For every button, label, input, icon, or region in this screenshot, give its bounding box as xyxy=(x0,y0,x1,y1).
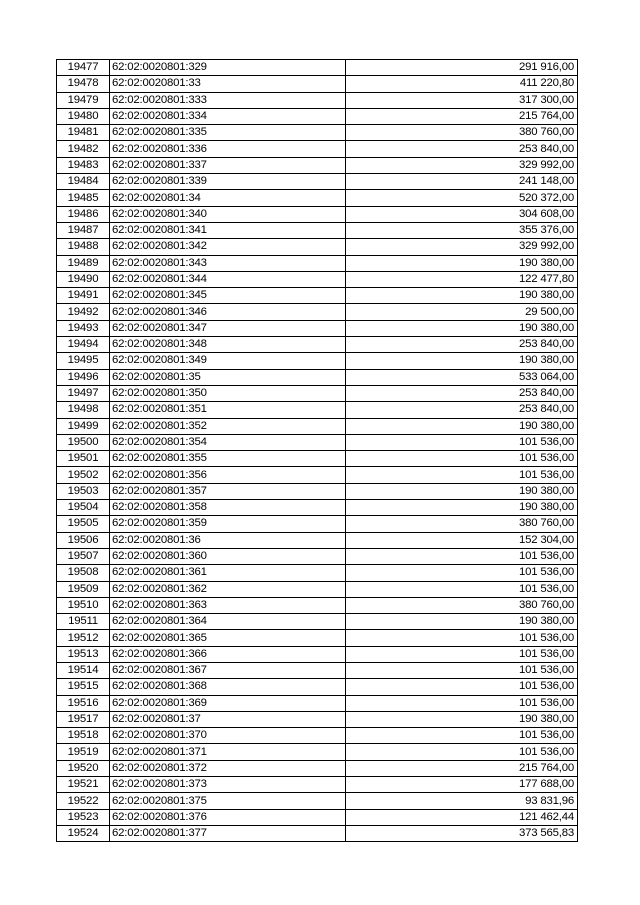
cadastral-value-cell: 93 831,96 xyxy=(346,793,578,809)
cadastral-value-cell: 190 380,00 xyxy=(346,418,578,434)
cadastral-number-cell: 62:02:0020801:375 xyxy=(110,793,346,809)
row-number-cell: 19519 xyxy=(57,744,110,760)
cadastral-value-cell: 411 220,80 xyxy=(346,76,578,92)
row-number-cell: 19513 xyxy=(57,646,110,662)
row-number-cell: 19479 xyxy=(57,92,110,108)
cadastral-value-cell: 215 764,00 xyxy=(346,108,578,124)
cadastral-value-cell: 122 477,80 xyxy=(346,271,578,287)
cadastral-value-cell: 190 380,00 xyxy=(346,255,578,271)
row-number-cell: 19482 xyxy=(57,141,110,157)
cadastral-value-cell: 253 840,00 xyxy=(346,141,578,157)
cadastral-number-cell: 62:02:0020801:351 xyxy=(110,402,346,418)
cadastral-number-cell: 62:02:0020801:366 xyxy=(110,646,346,662)
table-row xyxy=(57,402,578,418)
cadastral-value-table xyxy=(56,59,578,842)
table-row xyxy=(57,60,578,76)
row-number-cell: 19503 xyxy=(57,483,110,499)
table-row xyxy=(57,239,578,255)
cadastral-value-cell: 329 992,00 xyxy=(346,239,578,255)
table-row xyxy=(57,451,578,467)
cadastral-number-cell: 62:02:0020801:361 xyxy=(110,565,346,581)
cadastral-number-cell: 62:02:0020801:346 xyxy=(110,304,346,320)
table-row xyxy=(57,337,578,353)
table-row xyxy=(57,483,578,499)
row-number-cell: 19489 xyxy=(57,255,110,271)
row-number-cell: 19510 xyxy=(57,597,110,613)
row-number-cell: 19502 xyxy=(57,467,110,483)
cadastral-value-cell: 101 536,00 xyxy=(346,581,578,597)
table-row xyxy=(57,190,578,206)
cadastral-number-cell: 62:02:0020801:335 xyxy=(110,125,346,141)
table-row xyxy=(57,646,578,662)
row-number-cell: 19511 xyxy=(57,614,110,630)
row-number-cell: 19490 xyxy=(57,271,110,287)
cadastral-value-cell: 101 536,00 xyxy=(346,728,578,744)
cadastral-value-cell: 241 148,00 xyxy=(346,174,578,190)
cadastral-value-cell: 101 536,00 xyxy=(346,467,578,483)
cadastral-number-cell: 62:02:0020801:372 xyxy=(110,760,346,776)
cadastral-value-cell: 101 536,00 xyxy=(346,646,578,662)
cadastral-value-cell: 253 840,00 xyxy=(346,385,578,401)
cadastral-value-cell: 253 840,00 xyxy=(346,337,578,353)
cadastral-number-cell: 62:02:0020801:334 xyxy=(110,108,346,124)
cadastral-value-cell: 190 380,00 xyxy=(346,320,578,336)
row-number-cell: 19491 xyxy=(57,288,110,304)
cadastral-number-cell: 62:02:0020801:348 xyxy=(110,337,346,353)
row-number-cell: 19516 xyxy=(57,695,110,711)
row-number-cell: 19518 xyxy=(57,728,110,744)
row-number-cell: 19487 xyxy=(57,222,110,238)
row-number-cell: 19486 xyxy=(57,206,110,222)
row-number-cell: 19483 xyxy=(57,157,110,173)
table-row xyxy=(57,581,578,597)
row-number-cell: 19523 xyxy=(57,809,110,825)
row-number-cell: 19501 xyxy=(57,451,110,467)
row-number-cell: 19492 xyxy=(57,304,110,320)
row-number-cell: 19515 xyxy=(57,679,110,695)
table-row xyxy=(57,760,578,776)
cadastral-number-cell: 62:02:0020801:349 xyxy=(110,353,346,369)
cadastral-number-cell: 62:02:0020801:367 xyxy=(110,662,346,678)
cadastral-number-cell: 62:02:0020801:355 xyxy=(110,451,346,467)
table-row xyxy=(57,679,578,695)
cadastral-number-cell: 62:02:0020801:363 xyxy=(110,597,346,613)
table-row xyxy=(57,206,578,222)
cadastral-value-cell: 190 380,00 xyxy=(346,288,578,304)
cadastral-value-cell: 190 380,00 xyxy=(346,483,578,499)
row-number-cell: 19485 xyxy=(57,190,110,206)
cadastral-value-cell: 101 536,00 xyxy=(346,451,578,467)
row-number-cell: 19494 xyxy=(57,337,110,353)
cadastral-value-cell: 190 380,00 xyxy=(346,500,578,516)
table-row xyxy=(57,500,578,516)
table-row xyxy=(57,304,578,320)
table-row xyxy=(57,793,578,809)
cadastral-number-cell: 62:02:0020801:341 xyxy=(110,222,346,238)
cadastral-number-cell: 62:02:0020801:373 xyxy=(110,777,346,793)
cadastral-number-cell: 62:02:0020801:356 xyxy=(110,467,346,483)
table-row xyxy=(57,548,578,564)
cadastral-value-cell: 101 536,00 xyxy=(346,662,578,678)
row-number-cell: 19488 xyxy=(57,239,110,255)
cadastral-number-cell: 62:02:0020801:360 xyxy=(110,548,346,564)
cadastral-value-cell: 215 764,00 xyxy=(346,760,578,776)
cadastral-value-cell: 190 380,00 xyxy=(346,711,578,727)
table-row xyxy=(57,157,578,173)
cadastral-number-cell: 62:02:0020801:359 xyxy=(110,516,346,532)
cadastral-number-cell: 62:02:0020801:347 xyxy=(110,320,346,336)
row-number-cell: 19480 xyxy=(57,108,110,124)
table-row xyxy=(57,76,578,92)
cadastral-value-cell: 380 760,00 xyxy=(346,125,578,141)
cadastral-value-cell: 101 536,00 xyxy=(346,695,578,711)
table-row xyxy=(57,320,578,336)
table-row xyxy=(57,174,578,190)
row-number-cell: 19500 xyxy=(57,434,110,450)
row-number-cell: 19499 xyxy=(57,418,110,434)
cadastral-number-cell: 62:02:0020801:344 xyxy=(110,271,346,287)
table-row xyxy=(57,777,578,793)
cadastral-value-cell: 29 500,00 xyxy=(346,304,578,320)
row-number-cell: 19507 xyxy=(57,548,110,564)
row-number-cell: 19506 xyxy=(57,532,110,548)
cadastral-number-cell: 62:02:0020801:342 xyxy=(110,239,346,255)
table-row xyxy=(57,695,578,711)
cadastral-number-cell: 62:02:0020801:352 xyxy=(110,418,346,434)
table-row xyxy=(57,744,578,760)
table-row xyxy=(57,418,578,434)
cadastral-value-cell: 304 608,00 xyxy=(346,206,578,222)
cadastral-number-cell: 62:02:0020801:343 xyxy=(110,255,346,271)
cadastral-value-cell: 533 064,00 xyxy=(346,369,578,385)
row-number-cell: 19478 xyxy=(57,76,110,92)
cadastral-value-cell: 317 300,00 xyxy=(346,92,578,108)
row-number-cell: 19493 xyxy=(57,320,110,336)
cadastral-value-cell: 121 462,44 xyxy=(346,809,578,825)
row-number-cell: 19484 xyxy=(57,174,110,190)
cadastral-number-cell: 62:02:0020801:354 xyxy=(110,434,346,450)
table-row xyxy=(57,711,578,727)
table-row xyxy=(57,92,578,108)
cadastral-value-cell: 101 536,00 xyxy=(346,565,578,581)
cadastral-value-cell: 152 304,00 xyxy=(346,532,578,548)
row-number-cell: 19495 xyxy=(57,353,110,369)
table-row xyxy=(57,108,578,124)
cadastral-number-cell: 62:02:0020801:377 xyxy=(110,825,346,841)
row-number-cell: 19504 xyxy=(57,500,110,516)
cadastral-value-cell: 101 536,00 xyxy=(346,548,578,564)
table-row xyxy=(57,662,578,678)
table-row xyxy=(57,288,578,304)
cadastral-value-cell: 520 372,00 xyxy=(346,190,578,206)
cadastral-value-cell: 101 536,00 xyxy=(346,630,578,646)
row-number-cell: 19477 xyxy=(57,60,110,76)
row-number-cell: 19517 xyxy=(57,711,110,727)
table-row xyxy=(57,467,578,483)
row-number-cell: 19508 xyxy=(57,565,110,581)
table-row xyxy=(57,728,578,744)
table-row xyxy=(57,222,578,238)
cadastral-value-cell: 190 380,00 xyxy=(346,353,578,369)
cadastral-number-cell: 62:02:0020801:364 xyxy=(110,614,346,630)
cadastral-value-cell: 177 688,00 xyxy=(346,777,578,793)
table-row xyxy=(57,614,578,630)
cadastral-number-cell: 62:02:0020801:357 xyxy=(110,483,346,499)
cadastral-number-cell: 62:02:0020801:37 xyxy=(110,711,346,727)
cadastral-value-cell: 373 565,83 xyxy=(346,825,578,841)
cadastral-value-cell: 101 536,00 xyxy=(346,679,578,695)
cadastral-number-cell: 62:02:0020801:36 xyxy=(110,532,346,548)
cadastral-number-cell: 62:02:0020801:333 xyxy=(110,92,346,108)
row-number-cell: 19497 xyxy=(57,385,110,401)
cadastral-number-cell: 62:02:0020801:365 xyxy=(110,630,346,646)
cadastral-number-cell: 62:02:0020801:371 xyxy=(110,744,346,760)
row-number-cell: 19521 xyxy=(57,777,110,793)
cadastral-number-cell: 62:02:0020801:337 xyxy=(110,157,346,173)
cadastral-number-cell: 62:02:0020801:33 xyxy=(110,76,346,92)
table-row xyxy=(57,385,578,401)
table-row xyxy=(57,434,578,450)
table-row xyxy=(57,825,578,841)
row-number-cell: 19505 xyxy=(57,516,110,532)
table-row xyxy=(57,630,578,646)
table-row xyxy=(57,809,578,825)
cadastral-value-cell: 101 536,00 xyxy=(346,434,578,450)
table-row xyxy=(57,565,578,581)
cadastral-value-cell: 329 992,00 xyxy=(346,157,578,173)
cadastral-value-cell: 355 376,00 xyxy=(346,222,578,238)
row-number-cell: 19514 xyxy=(57,662,110,678)
cadastral-value-cell: 190 380,00 xyxy=(346,614,578,630)
cadastral-number-cell: 62:02:0020801:358 xyxy=(110,500,346,516)
table-row xyxy=(57,597,578,613)
cadastral-number-cell: 62:02:0020801:376 xyxy=(110,809,346,825)
cadastral-number-cell: 62:02:0020801:35 xyxy=(110,369,346,385)
cadastral-number-cell: 62:02:0020801:336 xyxy=(110,141,346,157)
cadastral-number-cell: 62:02:0020801:350 xyxy=(110,385,346,401)
table-row xyxy=(57,271,578,287)
row-number-cell: 19524 xyxy=(57,825,110,841)
cadastral-number-cell: 62:02:0020801:34 xyxy=(110,190,346,206)
row-number-cell: 19509 xyxy=(57,581,110,597)
table-row xyxy=(57,516,578,532)
cadastral-number-cell: 62:02:0020801:368 xyxy=(110,679,346,695)
row-number-cell: 19520 xyxy=(57,760,110,776)
cadastral-number-cell: 62:02:0020801:329 xyxy=(110,60,346,76)
cadastral-number-cell: 62:02:0020801:339 xyxy=(110,174,346,190)
row-number-cell: 19512 xyxy=(57,630,110,646)
cadastral-number-cell: 62:02:0020801:340 xyxy=(110,206,346,222)
table-row xyxy=(57,141,578,157)
cadastral-value-cell: 291 916,00 xyxy=(346,60,578,76)
cadastral-value-cell: 380 760,00 xyxy=(346,516,578,532)
table-body xyxy=(57,60,578,842)
table-row xyxy=(57,532,578,548)
row-number-cell: 19481 xyxy=(57,125,110,141)
table-row xyxy=(57,125,578,141)
cadastral-value-cell: 253 840,00 xyxy=(346,402,578,418)
cadastral-value-cell: 380 760,00 xyxy=(346,597,578,613)
table-row xyxy=(57,369,578,385)
cadastral-value-cell: 101 536,00 xyxy=(346,744,578,760)
row-number-cell: 19496 xyxy=(57,369,110,385)
table-row xyxy=(57,255,578,271)
row-number-cell: 19522 xyxy=(57,793,110,809)
cadastral-number-cell: 62:02:0020801:370 xyxy=(110,728,346,744)
cadastral-number-cell: 62:02:0020801:362 xyxy=(110,581,346,597)
row-number-cell: 19498 xyxy=(57,402,110,418)
cadastral-number-cell: 62:02:0020801:369 xyxy=(110,695,346,711)
cadastral-number-cell: 62:02:0020801:345 xyxy=(110,288,346,304)
table-row xyxy=(57,353,578,369)
